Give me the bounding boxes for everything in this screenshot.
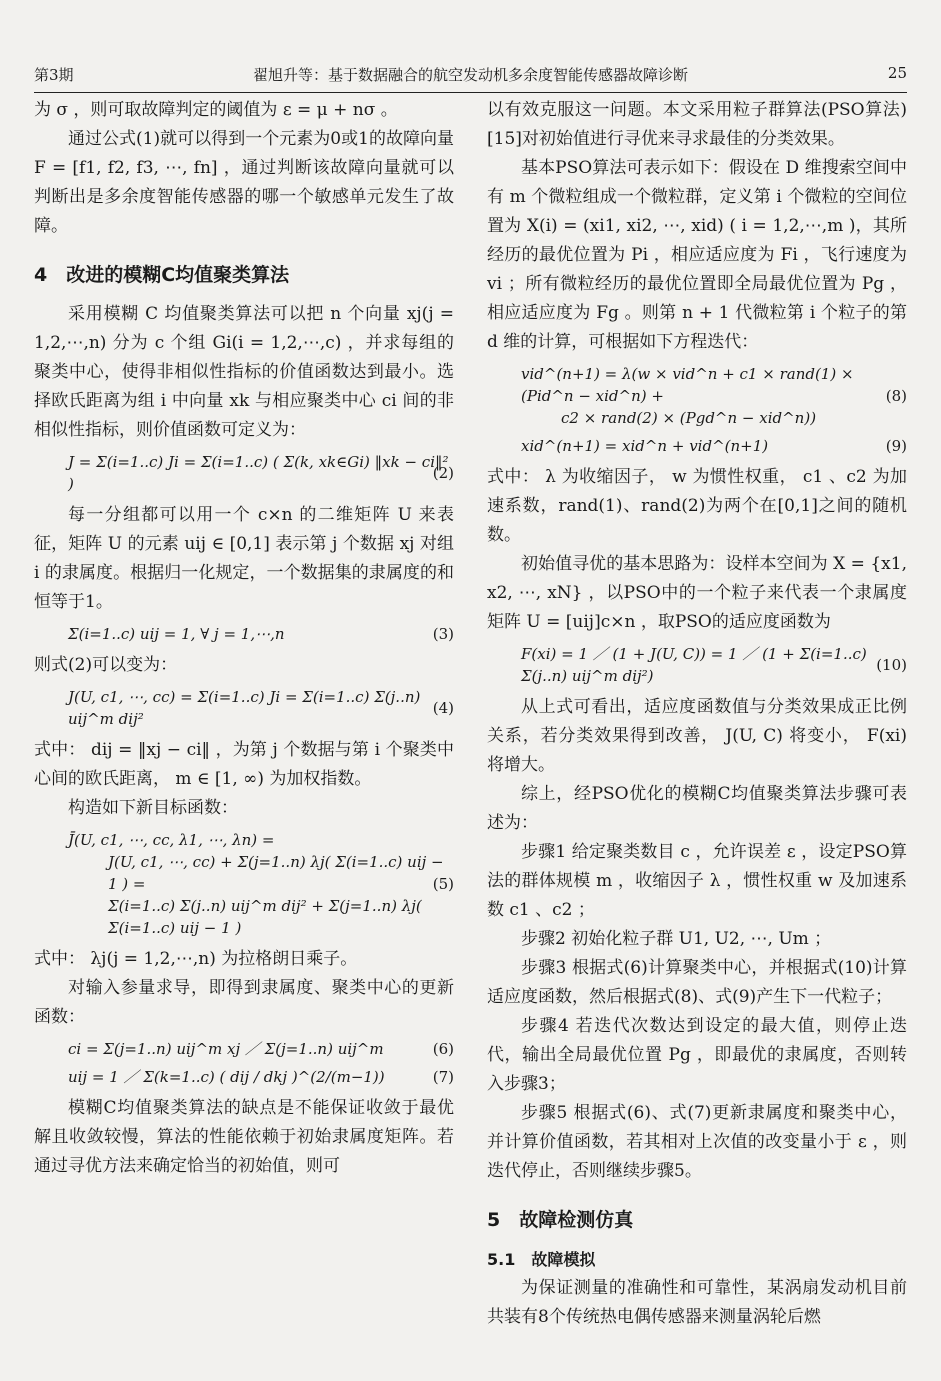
paragraph: 模糊C均值聚类算法的缺点是不能保证收敛于最优解且收敛较慢，算法的性能依赖于初始隶属度矩阵。若通过寻优方法来确定恰当的初始值，则可 (34, 1098, 454, 1176)
paragraph: 每一分组都可以用一个 c×n 的二维矩阵 U 来表征，矩阵 U 的元素 uij ∈ [0,1] 表示第 j 个数据 xj 对组 i 的隶属度。根据归一化规定，一个数据集的隶属度的和恒等于1。 (34, 505, 454, 612)
equation-body: uij = 1 ／ Σ(k=1..c) ( dij / dkj )^(2/(m−1)) (68, 1068, 385, 1086)
equation-7 (34, 1066, 454, 1088)
issue-number: 第3期 (34, 66, 74, 84)
step-5: 步骤5 根据式(6)、式(7)更新隶属度和聚类中心，并计算价值函数，若其相对上次值的改变量小于 ε ，则迭代停止，否则继续步骤5。 (487, 1103, 907, 1181)
equation-9 (487, 435, 907, 457)
paragraph: 式中： λj(j = 1,2,⋯,n) 为拉格朗日乘子。 (34, 949, 358, 969)
step-2: 步骤2 初始化粒子群 U1, U2, ⋯, Um ； (521, 929, 832, 949)
paragraph: 基本PSO算法可表示如下：假设在 D 维搜索空间中有 m 个微粒组成一个微粒群，定义第 i 个微粒的空间位置为 X(i) = (xi1, xi2, ⋯, xid) ( i = 1,2,⋯,m )，其所经历的最优位置为 Pi ，相应适应度为 Fi ，飞行速度为 vi ；所有微粒经历的最优位置即全局最优位置为 Pg ，相应适应度为 Fg 。则第 n + 1 代微粒第 i 个粒子的第 d 维的计算，可根据如下方程迭代： (487, 158, 907, 352)
paragraph: 则式(2)可以变为： (34, 655, 178, 675)
equation-number: (7) (432, 1068, 454, 1086)
equation-5 (34, 829, 454, 939)
equation-8 (487, 363, 907, 429)
right-column (487, 96, 907, 1332)
running-title: 翟旭升等：基于数据融合的航空发动机多余度智能传感器故障诊断 (252, 66, 688, 84)
equation-number: (5) (432, 875, 454, 893)
equation-body: J(U, c1, ⋯, cc) = Σ(i=1..c) Ji = Σ(i=1..c) Σ(j..n) uij^m dij² (68, 688, 421, 728)
left-column (34, 96, 454, 1181)
equation-number: (6) (432, 1040, 454, 1058)
equation-line: vid^(n+1) = λ(w × vid^n + c1 × rand(1) × (Pid^n − xid^n) + (521, 365, 854, 405)
paragraph: 综上，经PSO优化的模糊C均值聚类算法步骤可表述为： (487, 784, 907, 833)
step-1: 步骤1 给定聚类数目 c ，允许误差 ε ，设定PSO算法的群体规模 m ，收缩因子 λ ，惯性权重 w 及加速系数 c1 、c2 ； (487, 842, 907, 920)
equation-number: (2) (432, 464, 454, 482)
step-4: 步骤4 若迭代次数达到设定的最大值，则停止迭代，输出全局最优位置 Pg ，即最优的隶属度，否则转入步骤3； (487, 1016, 907, 1094)
equation-line: Σ(i=1..c) Σ(j..n) uij^m dij² + Σ(j=1..n) λj( Σ(i=1..c) uij − 1 ) (108, 897, 422, 937)
paragraph: 构造如下新目标函数： (68, 798, 238, 818)
header-rule (34, 92, 907, 93)
paragraph: 式中： dij = ‖xj − ci‖ ，为第 j 个数据与第 i 个聚类中心间的欧氏距离， m ∈ [1, ∞) 为加权指数。 (34, 740, 454, 789)
page-number: 25 (887, 64, 907, 82)
equation-number: (4) (432, 699, 454, 717)
equation-body: xid^(n+1) = xid^n + vid^(n+1) (521, 437, 769, 455)
paragraph: 以有效克服这一问题。本文采用粒子群算法(PSO算法)[15]对初始值进行寻优来寻求最佳的分类效果。 (487, 100, 907, 149)
paragraph: 初始值寻优的基本思路为：设样本空间为 X = {x1, x2, ⋯, xN} ，以PSO中的一个粒子来代表一个隶属度矩阵 U = [uij]c×n ，取PSO的适应度函数为 (487, 554, 907, 632)
section-heading-4: 4 改进的模糊C均值聚类算法 (34, 264, 290, 286)
paragraph: 式中： λ 为收缩因子， w 为惯性权重， c1 、c2 为加速系数，rand(1)、rand(2)为两个在[0,1]之间的随机数。 (487, 467, 907, 545)
equation-body: F(xi) = 1 ／ (1 + J(U, C)) = 1 ／ (1 + Σ(i=1..c) Σ(j..n) uij^m dij²) (521, 645, 867, 685)
paragraph: 对输入参量求导，即得到隶属度、聚类中心的更新函数： (34, 978, 454, 1027)
paragraph: 为保证测量的准确性和可靠性，某涡扇发动机目前共装有8个传统热电偶传感器来测量涡轮后燃 (487, 1278, 907, 1327)
equation-number: (9) (885, 437, 907, 455)
equation-2 (34, 451, 454, 495)
paragraph: 从上式可看出，适应度函数值与分类效果成正比例关系，若分类效果得到改善， J(U, C) 将变小， F(xi) 将增大。 (487, 697, 907, 775)
equation-body: J = Σ(i=1..c) Ji = Σ(i=1..c) ( Σ(k, xk∈Gi) ‖xk − ci‖² ) (68, 453, 449, 493)
step-3: 步骤3 根据式(6)计算聚类中心，并根据式(10)计算适应度函数，然后根据式(8)、式(9)产生下一代粒子； (487, 958, 907, 1007)
equation-body: Σ(i=1..c) uij = 1, ∀ j = 1,⋯,n (68, 625, 285, 643)
equation-4 (34, 686, 454, 730)
paragraph: 通过公式(1)就可以得到一个元素为0或1的故障向量 F = [f1, f2, f3, ⋯, fn] ，通过判断该故障向量就可以判断出是多余度智能传感器的哪一个敏感单元发生了故障。 (34, 129, 454, 236)
equation-line: J(U, c1, ⋯, cc) + Σ(j=1..n) λj( Σ(i=1..c) uij − 1 ) = (108, 853, 444, 893)
equation-number: (3) (432, 625, 454, 643)
equation-6 (34, 1038, 454, 1060)
equation-number: (10) (876, 656, 907, 674)
paragraph: 采用模糊 C 均值聚类算法可以把 n 个向量 xj(j = 1,2,⋯,n) 分为 c 个组 Gi(i = 1,2,⋯,c) ，并求每组的聚类中心，使得非相似性指标的价值函数达到最小。选择欧氏距离为组 i 中向量 xk 与相应聚类中心 ci 间的非相似性指标，则价值函数可定义为： (34, 304, 454, 440)
equation-number: (8) (885, 387, 907, 405)
subsection-heading-5-1: 5.1 故障模拟 (487, 1250, 596, 1269)
equation-body: ci = Σ(j=1..n) uij^m xj ／ Σ(j=1..n) uij^m (68, 1040, 384, 1058)
paragraph: 为 σ ，则可取故障判定的阈值为 ε = μ + nσ 。 (34, 100, 398, 120)
equation-10 (487, 643, 907, 687)
equation-line: J̄(U, c1, ⋯, cc, λ1, ⋯, λn) = (68, 831, 275, 849)
equation-line: c2 × rand(2) × (Pgd^n − xid^n)) (561, 409, 817, 427)
equation-3 (34, 623, 454, 645)
section-heading-5: 5 故障检测仿真 (487, 1209, 634, 1231)
running-header (34, 58, 907, 88)
